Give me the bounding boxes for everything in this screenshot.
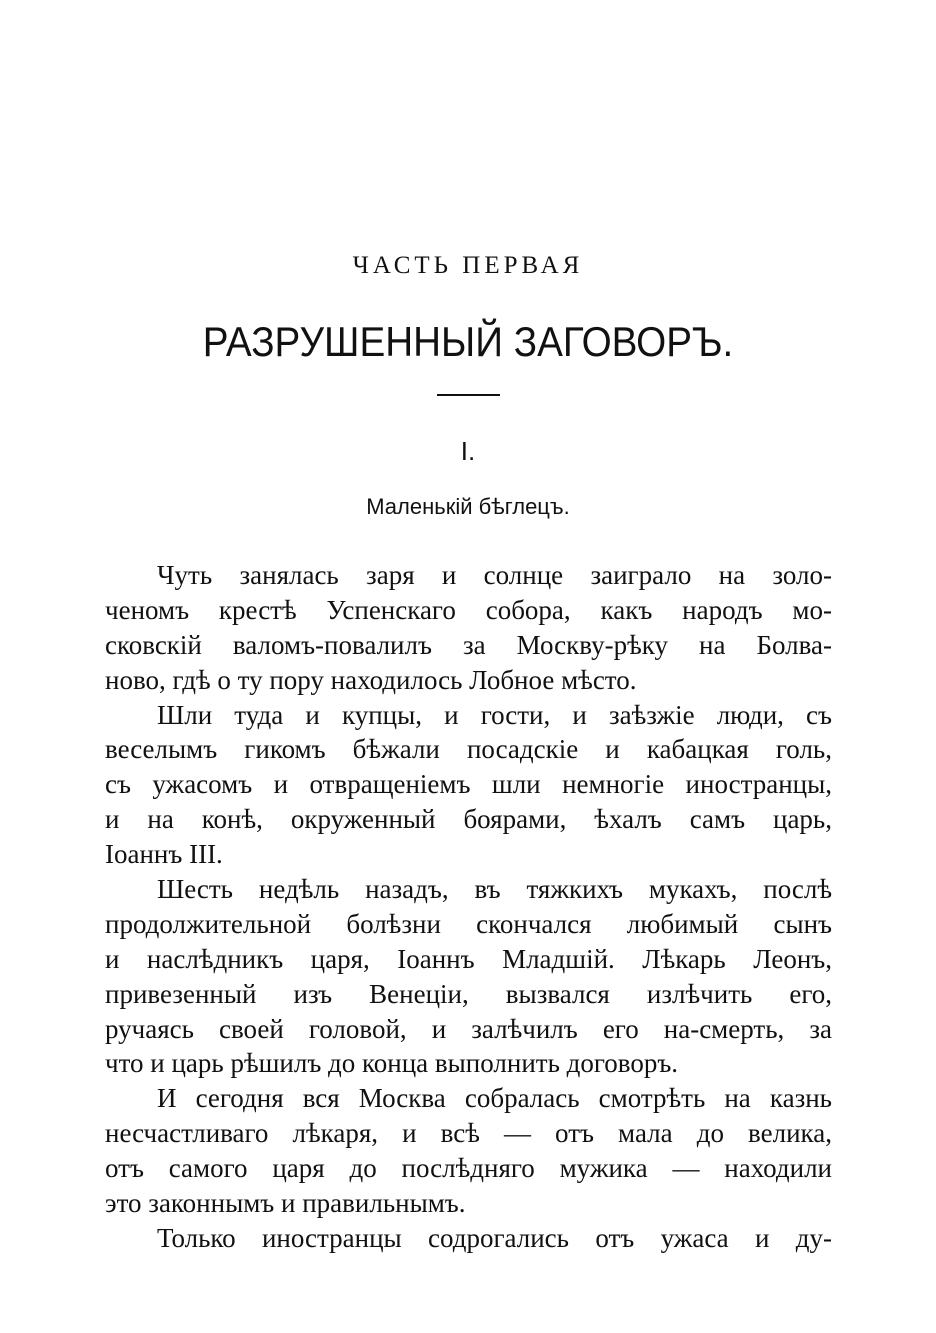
- book-part-title: РАЗРУШЕННЫЙ ЗАГОВОРЪ.: [202, 318, 734, 365]
- text-line: несчастливаго лѣкаря, и всѣ — отъ мала до велика,: [105, 1118, 832, 1149]
- text-line: отъ самого царя до послѣдняго мужика — находили: [105, 1153, 832, 1184]
- chapter-number: I.: [460, 436, 476, 466]
- text-line: Іоаннъ III.: [105, 839, 223, 870]
- text-line: привезенный изъ Венеціи, вызвался излѣчить его,: [105, 978, 832, 1009]
- part-heading: ЧАСТЬ ПЕРВАЯ: [352, 252, 584, 279]
- text-line: И сегодня вся Москва собралась смотрѣть на казнь: [157, 1083, 832, 1114]
- text-line: и наслѣдникъ царя, Іоаннъ Младшій. Лѣкарь Леонъ,: [105, 943, 832, 974]
- text-line: сковскій валомъ-повалилъ за Москву-рѣку на Болва-: [105, 629, 832, 660]
- text-line: Шли туда и купцы, и гости, и заѣзжіе люди, съ: [157, 699, 832, 730]
- text-line: ченомъ крестѣ Успенскаго собора, какъ народъ мо-: [105, 594, 832, 625]
- text-line: ручаясь своей головой, и залѣчилъ его на-смерть, за: [105, 1013, 832, 1044]
- text-line: съ ужасомъ и отвращеніемъ шли немногіе иностранцы,: [105, 769, 832, 800]
- chapter-title: Маленькій бѣглецъ.: [366, 494, 570, 519]
- text-line: это законнымъ и правильнымъ.: [105, 1188, 466, 1219]
- text-line: Шесть недѣль назадъ, въ тяжкихъ мукахъ, послѣ: [157, 874, 832, 905]
- text-line: Только иностранцы содрогались отъ ужаса и ду-: [157, 1222, 832, 1253]
- text-line: продолжительной болѣзни скончался любимый сынъ: [105, 908, 832, 939]
- text-line: Чуть занялась заря и солнце заиграло на золо-: [157, 560, 832, 590]
- divider-rule: [437, 394, 500, 396]
- text-line: что и царь рѣшилъ до конца выполнить договоръ.: [105, 1048, 679, 1079]
- body-text: [105, 558, 832, 1256]
- text-line: веселымъ гикомъ бѣжали посадскіе и кабацкая голь,: [105, 734, 832, 765]
- text-line: ново, гдѣ о ту пору находилось Лобное мѣсто.: [105, 664, 637, 695]
- text-line: и на конѣ, окруженный боярами, ѣхалъ самъ царь,: [105, 804, 832, 835]
